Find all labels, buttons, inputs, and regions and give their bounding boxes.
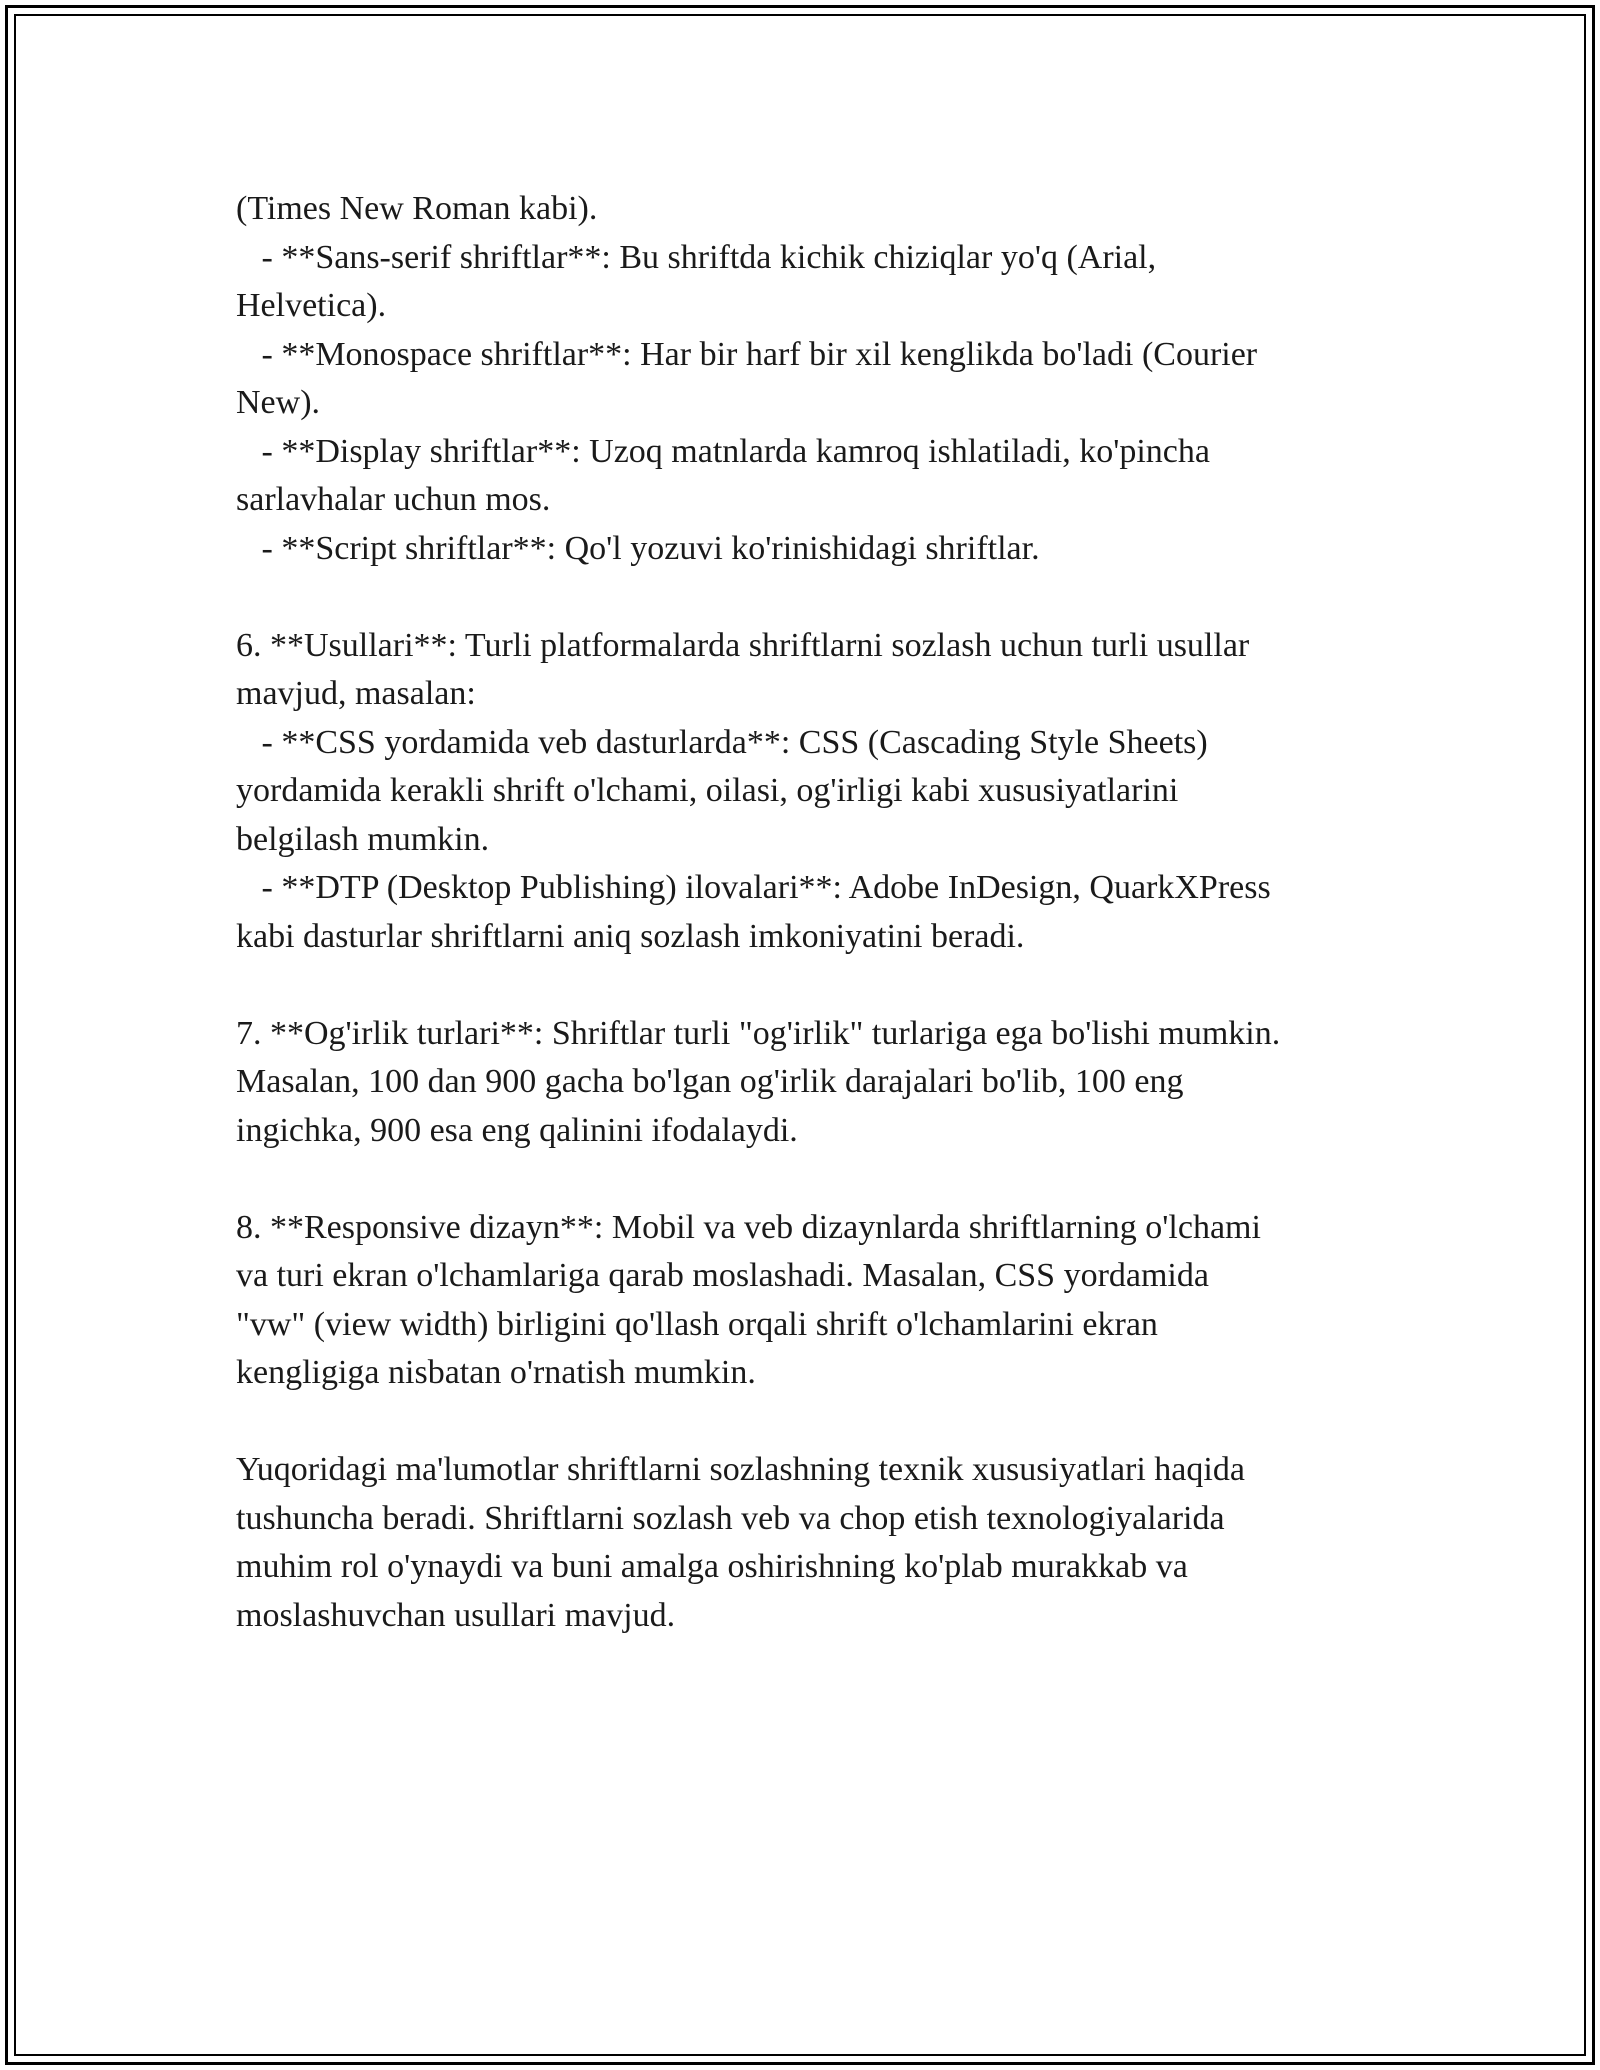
- text-line: belgilash mumkin.: [236, 820, 490, 858]
- text-line: yordamida kerakli shrift o'lchami, oilasi, og'irligi kabi xususiyatlarini: [236, 772, 1179, 809]
- text-line: - **Script shriftlar**: Qo'l yozuvi ko'rinishidagi shriftlar.: [236, 529, 1040, 567]
- text-line: - **Display shriftlar**: Uzoq matnlarda kamroq ishlatiladi, ko'pincha: [236, 432, 1210, 470]
- text-line: va turi ekran o'lchamlariga qarab moslashadi. Masalan, CSS yordamida: [236, 1257, 1209, 1294]
- blank-line: [236, 961, 1376, 1010]
- text-line: Masalan, 100 dan 900 gacha bo'lgan og'irlik darajalari bo'lib, 100 eng: [236, 1063, 1184, 1100]
- text-line: ingichka, 900 esa eng qalinini ifodalaydi.: [236, 1111, 798, 1149]
- text-line: 6. **Usullari**: Turli platformalarda shriftlarni sozlash uchun turli usullar: [236, 626, 1250, 664]
- text-line: muhim rol o'ynaydi va buni amalga oshirishning ko'plab murakkab va: [236, 1548, 1188, 1585]
- text-line: (Times New Roman kabi).: [236, 190, 598, 227]
- text-line: 7. **Og'irlik turlari**: Shriftlar turli "og'irlik" turlariga ega bo'lishi mumkin.: [236, 1014, 1281, 1052]
- blank-line: [236, 1398, 1376, 1447]
- text-line: - **DTP (Desktop Publishing) ilovalari**: Adobe InDesign, QuarkXPress: [236, 869, 1271, 906]
- text-line: 8. **Responsive dizayn**: Mobil va veb dizaynlarda shriftlarning o'lchami: [236, 1208, 1261, 1246]
- blank-line: [236, 1155, 1376, 1204]
- text-line: sarlavhalar uchun mos.: [236, 481, 551, 518]
- text-line: mavjud, masalan:: [236, 675, 476, 712]
- text-line: tushuncha beradi. Shriftlarni sozlash veb va chop etish texnologiyalarida: [236, 1499, 1225, 1537]
- text-line: kabi dasturlar shriftlarni aniq sozlash imkoniyatini beradi.: [236, 917, 1025, 955]
- text-line: kengligiga nisbatan o'rnatish mumkin.: [236, 1354, 756, 1391]
- text-line: moslashuvchan usullari mavjud.: [236, 1596, 676, 1634]
- text-line: New).: [236, 384, 321, 421]
- document-body: [236, 185, 1376, 1640]
- text-line: Helvetica).: [236, 287, 387, 324]
- text-line: "vw" (view width) birligini qo'llash orqali shrift o'lchamlarini ekran: [236, 1305, 1158, 1343]
- text-line: - **Sans-serif shriftlar**: Bu shriftda kichik chiziqlar yo'q (Arial,: [236, 238, 1157, 276]
- text-line: Yuqoridagi ma'lumotlar shriftlarni sozlashning texnik xususiyatlari haqida: [236, 1451, 1245, 1488]
- text-line: - **Monospace shriftlar**: Har bir harf bir xil kenglikda bo'ladi (Courier: [236, 335, 1258, 373]
- text-line: - **CSS yordamida veb dasturlarda**: CSS (Cascading Style Sheets): [236, 723, 1208, 761]
- blank-line: [236, 573, 1376, 622]
